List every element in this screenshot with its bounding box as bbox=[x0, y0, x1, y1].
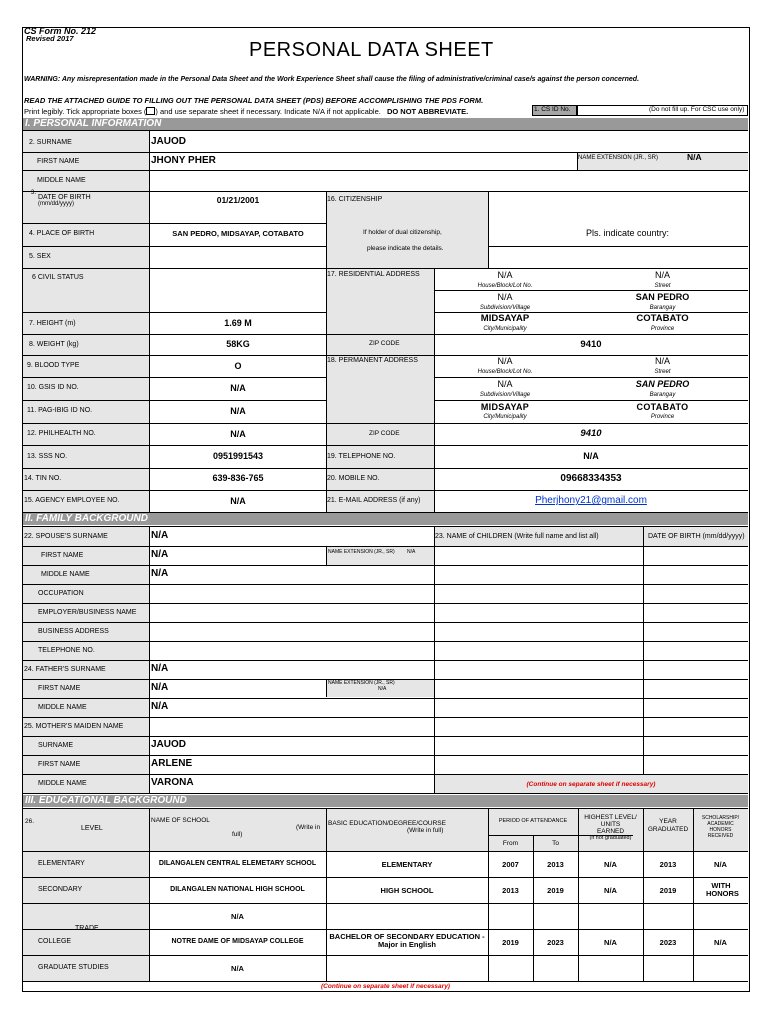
sss-value[interactable]: 0951991543 bbox=[212, 451, 264, 461]
res-zip-value[interactable]: 9410 bbox=[580, 339, 602, 350]
sss-label: 13. SSS NO. bbox=[27, 453, 68, 460]
form-number: CS Form No. 212 bbox=[24, 26, 97, 36]
perm-house-value[interactable]: N/A bbox=[497, 356, 513, 366]
family-continue-note: (Continue on separate sheet if necessary) bbox=[526, 781, 656, 788]
edu-row-level: ELEMENTARY bbox=[38, 860, 85, 867]
edu-school-write-in: (Write in bbox=[296, 824, 321, 831]
edu-row-school[interactable]: NOTRE DAME OF MIDSAYAP COLLEGE bbox=[171, 938, 304, 945]
res-barangay-label: Barangay bbox=[649, 305, 676, 311]
dob-format: (mm/dd/yyyy) bbox=[38, 201, 74, 207]
no-abbreviate: DO NOT ABBREVIATE. bbox=[386, 107, 469, 116]
perm-street-value[interactable]: N/A bbox=[654, 356, 670, 366]
email-value[interactable]: Pherjhony21@gmail.com bbox=[535, 495, 647, 506]
mother-first-name-value[interactable]: ARLENE bbox=[151, 758, 193, 769]
mother-maiden-name-label: 25. MOTHER'S MAIDEN NAME bbox=[24, 723, 124, 730]
perm-province-label: Province bbox=[650, 414, 675, 420]
father-name-ext-value[interactable]: N/A bbox=[378, 686, 387, 692]
res-city-value[interactable]: MIDSAYAP bbox=[480, 313, 530, 324]
guide-text: READ THE ATTACHED GUIDE TO FILLING OUT THE PERSONAL DATA SHEET (PDS) BEFORE ACCOMPLISHING THE PDS FORM. bbox=[24, 96, 484, 105]
res-zip-label: ZIP CODE bbox=[369, 340, 400, 347]
edu-row-course[interactable]: ELEMENTARY bbox=[381, 860, 433, 869]
edu-row-to[interactable]: 2019 bbox=[547, 886, 564, 895]
father-surname-value[interactable]: N/A bbox=[151, 663, 169, 674]
edu-honors-line-2: ACADEMIC bbox=[707, 821, 734, 827]
spouse-first-name-value[interactable]: N/A bbox=[151, 549, 169, 560]
education-continue-note: (Continue on separate sheet if necessary) bbox=[321, 983, 450, 990]
mother-surname-value[interactable]: JAUOD bbox=[151, 739, 187, 750]
edu-row-school[interactable]: DILANGALEN NATIONAL HIGH SCHOOL bbox=[170, 886, 305, 893]
perm-province-value[interactable]: COTABATO bbox=[636, 402, 689, 412]
gsis-label: 10. GSIS ID NO. bbox=[27, 384, 79, 391]
citizenship-label: 16. CITIZENSHIP bbox=[327, 196, 383, 203]
philhealth-label: 12. PHILHEALTH NO. bbox=[27, 430, 96, 437]
spouse-first-name-label: FIRST NAME bbox=[41, 552, 84, 559]
name-extension-value[interactable]: N/A bbox=[687, 152, 702, 162]
spouse-surname-value[interactable]: N/A bbox=[151, 530, 169, 541]
edu-course-header: BASIC EDUCATION/DEGREE/COURSE bbox=[328, 820, 446, 827]
edu-honors-line-3: HONORS bbox=[709, 827, 732, 833]
page-title: PERSONAL DATA SHEET bbox=[249, 39, 494, 61]
mother-middle-name-label: MIDDLE NAME bbox=[38, 780, 87, 787]
edu-row-honors[interactable]: N/A bbox=[714, 938, 727, 947]
edu-row-highest[interactable]: N/A bbox=[604, 938, 617, 947]
pob-value[interactable]: SAN PEDRO, MIDSAYAP, COTABATO bbox=[172, 229, 304, 238]
edu-row-level: COLLEGE bbox=[38, 938, 72, 945]
print-instructions-a: Print legibly. Tick appropriate boxes ( bbox=[24, 107, 147, 116]
edu-honors-header bbox=[693, 815, 748, 839]
perm-house-label: House/Block/Lot No. bbox=[477, 369, 533, 375]
edu-row-honors[interactable]: N/A bbox=[714, 860, 727, 869]
blood-type-value[interactable]: O bbox=[234, 361, 242, 371]
occupation-label: OCCUPATION bbox=[38, 590, 84, 597]
business-address-label: BUSINESS ADDRESS bbox=[38, 628, 109, 635]
indicate-country: Pls. indicate country: bbox=[586, 228, 670, 238]
dob-label: DATE OF BIRTH bbox=[38, 194, 91, 201]
spouse-name-ext-value[interactable]: N/A bbox=[407, 549, 416, 555]
edu-row-level: GRADUATE STUDIES bbox=[38, 964, 109, 971]
mobile-value[interactable]: 09668334353 bbox=[560, 473, 622, 484]
edu-school-header: NAME OF SCHOOL bbox=[151, 817, 210, 824]
warning-text: WARNING: Any misrepresentation made in the Personal Data Sheet and the Work Experience Sheet shall cause the filing of administrative/criminal case/s against the person concerned. bbox=[24, 76, 640, 83]
edu-highest-line-1: HIGHEST LEVEL/ bbox=[584, 814, 637, 821]
edu-period-header: PERIOD OF ATTENDANCE bbox=[498, 818, 568, 824]
edu-to-header: To bbox=[552, 840, 559, 847]
edu-row-year[interactable]: 2019 bbox=[659, 886, 677, 895]
edu-trade-label: TRADE bbox=[75, 925, 99, 932]
perm-subdivision-label: Subdivision/Village bbox=[479, 392, 531, 398]
perm-city-label: City/Municipality bbox=[483, 414, 527, 420]
edu-from-header: From bbox=[502, 840, 519, 847]
perm-barangay-value[interactable]: SAN PEDRO bbox=[635, 379, 690, 389]
spouse-surname-label: 22. SPOUSE'S SURNAME bbox=[24, 533, 108, 540]
edu-row-to[interactable]: 2013 bbox=[547, 860, 564, 869]
height-label: 7. HEIGHT (m) bbox=[29, 320, 76, 327]
section-family: II. FAMILY BACKGROUND bbox=[23, 513, 748, 525]
dob-num: 3. bbox=[31, 190, 37, 196]
employer-label: EMPLOYER/BUSINESS NAME bbox=[38, 609, 137, 616]
weight-label: 8. WEIGHT (kg) bbox=[29, 341, 79, 348]
edu-row-to[interactable]: 2023 bbox=[547, 938, 564, 947]
res-province-value[interactable]: COTABATO bbox=[636, 313, 689, 324]
perm-zip-label: ZIP CODE bbox=[369, 430, 400, 437]
print-instructions bbox=[24, 107, 468, 116]
perm-street-label: Street bbox=[654, 369, 671, 375]
middle-name-label: MIDDLE NAME bbox=[37, 177, 86, 184]
gsis-value[interactable]: N/A bbox=[230, 383, 246, 393]
edu-highest-line-2: UNITS bbox=[600, 821, 621, 828]
edu-honors-line-1: SCHOLARSHIP/ bbox=[701, 815, 740, 821]
mobile-label: 20. MOBILE NO. bbox=[327, 475, 380, 482]
perm-zip-value[interactable]: 9410 bbox=[580, 428, 602, 439]
edu-num: 26. bbox=[25, 818, 35, 825]
edu-row-level: SECONDARY bbox=[38, 886, 83, 893]
spouse-middle-name-value[interactable]: N/A bbox=[151, 568, 169, 579]
agency-employee-label: 15. AGENCY EMPLOYEE NO. bbox=[24, 497, 120, 504]
blood-type-label: 9. BLOOD TYPE bbox=[27, 362, 80, 369]
edu-row-from[interactable]: 2019 bbox=[502, 938, 519, 947]
sex-label: 5. SEX bbox=[29, 253, 51, 260]
res-street-label: Street bbox=[654, 283, 671, 289]
pob-label: 4. PLACE OF BIRTH bbox=[29, 230, 95, 237]
philhealth-value[interactable]: N/A bbox=[230, 429, 246, 439]
pagibig-value[interactable]: N/A bbox=[230, 406, 246, 416]
edu-row-highest[interactable]: N/A bbox=[604, 886, 617, 895]
edu-row-school[interactable]: DILANGALEN CENTRAL ELEMETARY SCHOOL bbox=[158, 860, 317, 867]
pds-form bbox=[22, 27, 750, 992]
spouse-telephone-label: TELEPHONE NO. bbox=[38, 647, 95, 654]
mother-middle-name-value[interactable]: VARONA bbox=[151, 777, 194, 788]
res-city-label: City/Municipality bbox=[483, 326, 527, 332]
edu-year-header bbox=[643, 818, 693, 834]
edu-highest-header bbox=[578, 814, 643, 842]
edu-row-course[interactable]: HIGH SCHOOL bbox=[380, 886, 434, 895]
edu-highest-line-4: (if not graduated) bbox=[589, 835, 632, 841]
res-subdivision-label: Subdivision/Village bbox=[479, 305, 531, 311]
edu-row-year[interactable]: 2023 bbox=[659, 938, 677, 947]
edu-row-school[interactable]: N/A bbox=[231, 912, 244, 921]
civil-status-label: 6 CIVIL STATUS bbox=[32, 274, 84, 281]
edu-year-line-2: GRADUATED bbox=[647, 826, 689, 833]
section-personal: I. PERSONAL INFORMATION bbox=[23, 118, 748, 130]
dual-citizenship-note-2: please indicate the details. bbox=[367, 245, 444, 252]
form-revised: Revised 2017 bbox=[26, 34, 74, 43]
edu-level-header: LEVEL bbox=[81, 825, 103, 832]
edu-year-line-1: YEAR bbox=[659, 818, 677, 825]
agency-employee-value[interactable]: N/A bbox=[230, 496, 246, 506]
perm-city-value[interactable]: MIDSAYAP bbox=[480, 402, 530, 412]
first-name-value[interactable]: JHONY PHER bbox=[151, 155, 216, 166]
cs-id-note: (Do not fill up. For CSC use only) bbox=[649, 106, 745, 113]
residential-address-label: 17. RESIDENTIAL ADDRESS bbox=[327, 271, 420, 278]
res-subdivision-value[interactable]: N/A bbox=[497, 292, 513, 302]
edu-row-honors[interactable]: WITH HONORS bbox=[706, 881, 739, 898]
perm-subdivision-value[interactable]: N/A bbox=[497, 379, 513, 389]
father-name-ext-label: NAME EXTENSION (JR., SR) bbox=[328, 680, 395, 686]
edu-honors-line-4: RECEIVED bbox=[707, 833, 734, 839]
father-first-name-value[interactable]: N/A bbox=[151, 682, 169, 693]
height-value[interactable]: 1.69 M bbox=[224, 318, 252, 328]
tin-label: 14. TIN NO. bbox=[24, 475, 62, 482]
telephone-value[interactable]: N/A bbox=[583, 451, 599, 461]
res-street-value[interactable]: N/A bbox=[654, 270, 670, 280]
print-instructions-b: ) and use separate sheet if necessary. Indicate N/A if not applicable. bbox=[155, 107, 381, 116]
email-label: 21. E-MAIL ADDRESS (if any) bbox=[327, 497, 421, 504]
res-barangay-value[interactable]: SAN PEDRO bbox=[635, 292, 690, 302]
edu-row-year[interactable]: 2013 bbox=[659, 860, 677, 869]
res-house-value[interactable]: N/A bbox=[497, 270, 513, 280]
edu-school-full: full) bbox=[232, 831, 243, 838]
spouse-name-ext-label: NAME EXTENSION (JR., SR) bbox=[328, 549, 395, 555]
surname-value[interactable]: JAUOD bbox=[151, 136, 187, 147]
children-label: 23. NAME of CHILDREN (Write full name and list all) bbox=[435, 533, 599, 540]
spouse-middle-name-label: MIDDLE NAME bbox=[41, 571, 90, 578]
father-middle-name-value[interactable]: N/A bbox=[151, 701, 169, 712]
mother-first-name-label: FIRST NAME bbox=[38, 761, 81, 768]
pagibig-label: 11. PAG-IBIG ID NO. bbox=[27, 407, 93, 414]
edu-highest-line-3: EARNED bbox=[596, 828, 625, 835]
middle-name-field[interactable] bbox=[150, 171, 748, 190]
perm-barangay-label: Barangay bbox=[649, 392, 676, 398]
weight-value[interactable]: 58KG bbox=[226, 339, 250, 349]
edu-course-write-in: (Write in full) bbox=[407, 827, 444, 834]
section-education: III. EDUCATIONAL BACKGROUND bbox=[23, 795, 748, 807]
first-name-label: FIRST NAME bbox=[37, 158, 80, 165]
tin-value[interactable]: 639-836-765 bbox=[212, 473, 264, 483]
father-surname-label: 24. FATHER'S SURNAME bbox=[24, 666, 106, 673]
dob-value[interactable]: 01/21/2001 bbox=[216, 195, 260, 205]
telephone-label: 19. TELEPHONE NO. bbox=[327, 453, 396, 460]
edu-row-from[interactable]: 2013 bbox=[502, 886, 519, 895]
res-province-label: Province bbox=[650, 326, 675, 332]
father-middle-name-label: MIDDLE NAME bbox=[38, 704, 87, 711]
children-dob-label: DATE OF BIRTH (mm/dd/yyyy) bbox=[648, 533, 745, 540]
name-extension-label: NAME EXTENSION (JR., SR) bbox=[578, 155, 659, 161]
father-first-name-label: FIRST NAME bbox=[38, 685, 81, 692]
edu-row-school[interactable]: N/A bbox=[231, 964, 244, 973]
edu-row-from[interactable]: 2007 bbox=[502, 860, 519, 869]
dual-citizenship-note-1: If holder of dual citizenship, bbox=[363, 229, 442, 236]
edu-row-course[interactable]: BACHELOR OF SECONDARY EDUCATION - Major in English bbox=[329, 932, 485, 949]
permanent-address-label: 18. PERMANENT ADDRESS bbox=[327, 357, 418, 364]
edu-row-highest[interactable]: N/A bbox=[604, 860, 617, 869]
res-house-label: House/Block/Lot No. bbox=[477, 283, 533, 289]
surname-label: 2. SURNAME bbox=[29, 139, 72, 146]
cs-id-label: 1. CS ID No. bbox=[534, 106, 571, 113]
mother-surname-label: SURNAME bbox=[38, 742, 74, 749]
